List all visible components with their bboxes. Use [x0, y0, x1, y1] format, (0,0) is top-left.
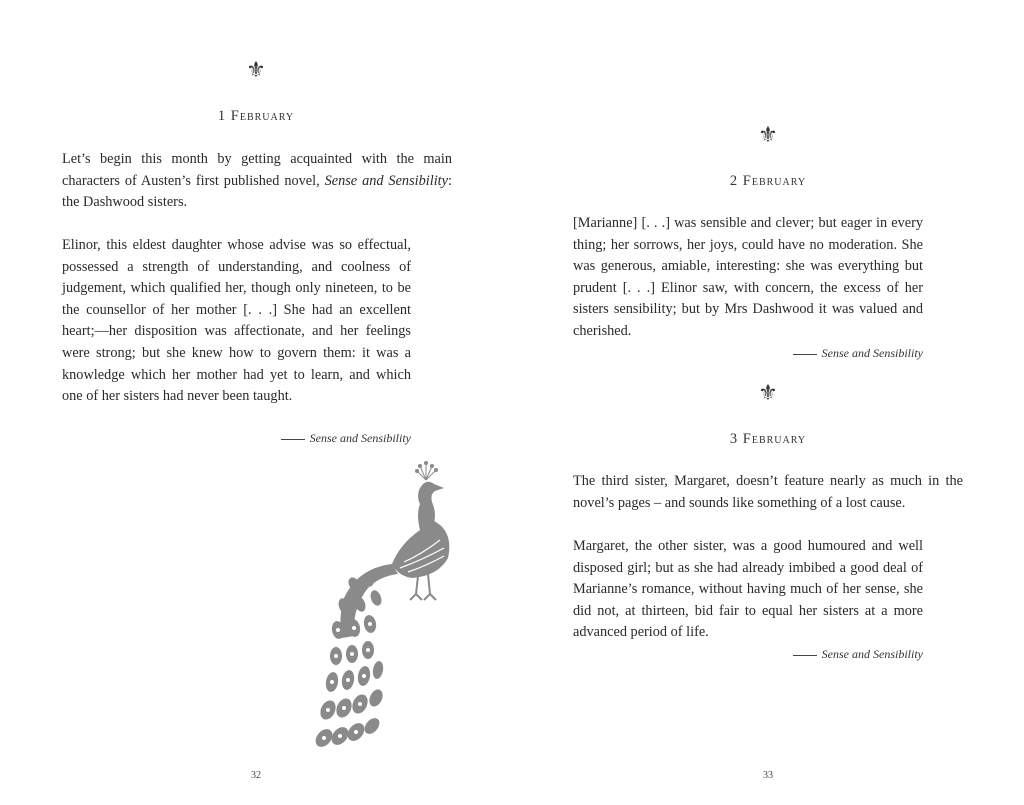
elinor-quote: Elinor, this eldest daughter whose advise was so effectual, possessed a strength of understanding, and coolness of judgement, which qualified her, though only nineteen, to be the counsellor of her mother [. . .] She had an excellent heart;—her disposition was affectionate, and her feelings were strong; but she knew how to govern them: it was a knowledge which her mother had yet to learn, and which one of her sisters had never been taught. [62, 237, 411, 405]
intro-text-after: : the Dashwood sisters. [62, 172, 452, 211]
attribution-source: Sense and Sensibility [821, 346, 923, 360]
attribution-dash [281, 439, 305, 440]
entry-heading-3-february: 3 February [729, 431, 807, 447]
fleur-de-lis-icon: ⚜ [758, 122, 778, 147]
fleur-de-lis-icon: ⚜ [246, 57, 266, 82]
attribution-dash [793, 354, 817, 355]
peacock-icon [308, 458, 466, 758]
fleur-de-lis-icon: ⚜ [758, 380, 778, 405]
attribution-dash [793, 655, 817, 656]
quote-attribution [200, 431, 411, 446]
intro-text-before: Let’s begin this month by getting acquainted with the main characters of Austen’s first published novel, [62, 151, 452, 189]
marianne-quote: [Marianne] [. . .] was sensible and clever; but eager in every thing; her sorrows, her joys, could have no moderation. She was generous, amiable, interesting: she was everything but prudent [. . .] Elinor saw, with concern, the excess of her sisters sensibility; but by Mrs Dashwood it was valued and cherished. [573, 215, 923, 339]
intro-paragraph [62, 149, 452, 214]
attribution-source: Sense and Sensibility [821, 647, 923, 661]
entry-heading-1-february: 1 February [217, 108, 295, 124]
quote-attribution [712, 346, 923, 361]
page-number-left: 32 [251, 770, 261, 781]
right-page [512, 0, 1024, 805]
margaret-quote: Margaret, the other sister, was a good humoured and well disposed girl; but as she had already imbibed a good deal of Marianne’s romance, without having much of her sense, she did not, at thirteen, bid fair to equal her sisters at a more advanced period of life. [573, 538, 923, 641]
margaret-intro: The third sister, Margaret, doesn’t feature nearly as much in the novel’s pages – and sounds like something of a lost cause. [573, 473, 963, 511]
page-number-right: 33 [763, 770, 773, 781]
quote-attribution [712, 647, 923, 662]
attribution-source: Sense and Sensibility [309, 431, 411, 445]
entry-heading-2-february: 2 February [729, 173, 807, 189]
novel-title: Sense and Sensibility [324, 172, 448, 189]
